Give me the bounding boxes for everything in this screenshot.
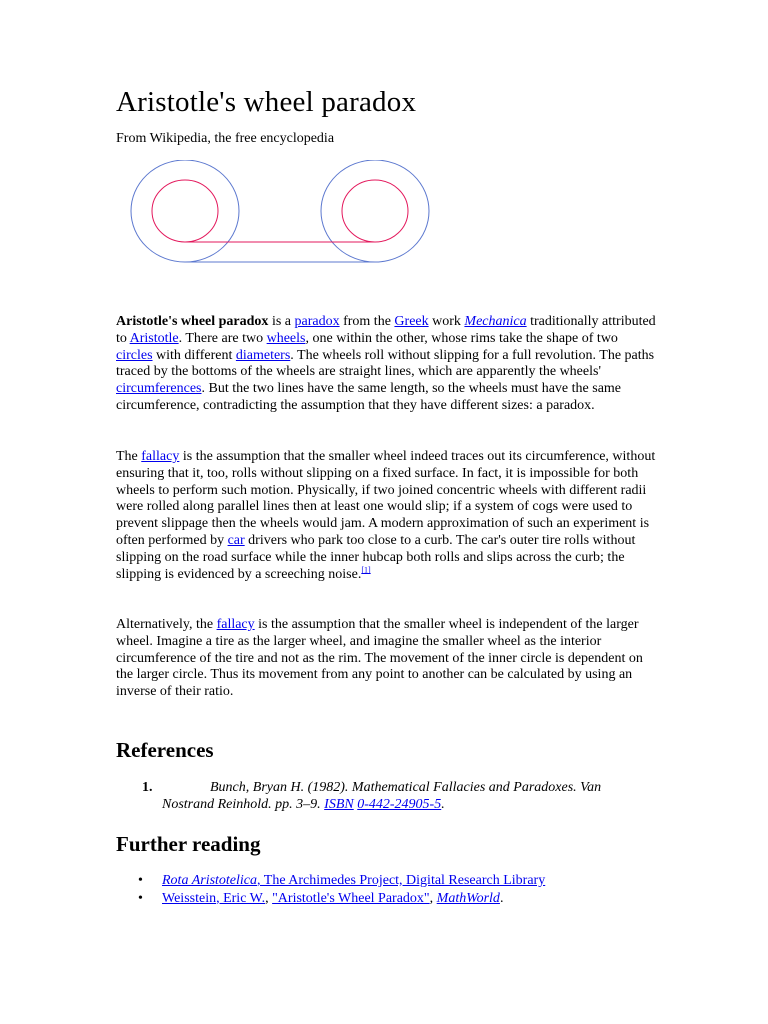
link-circumferences[interactable]: circumferences xyxy=(116,381,202,397)
link-mathworld[interactable]: MathWorld xyxy=(436,890,500,906)
page-title: Aristotle's wheel paradox xyxy=(116,86,417,118)
inner-wheel-right xyxy=(342,180,408,242)
reference-item xyxy=(116,780,656,814)
tagline: From Wikipedia, the free encyclopedia xyxy=(116,131,335,146)
link-rota-aristotelica[interactable]: Rota Aristotelica xyxy=(162,873,258,888)
text: , xyxy=(265,890,273,906)
text: with different xyxy=(152,347,236,363)
link-isbn-number[interactable]: 0-442-24905-5 xyxy=(357,796,442,812)
link-greek[interactable]: Greek xyxy=(394,314,429,329)
link-aristotle[interactable]: Aristotle xyxy=(129,330,179,346)
fallacy-paragraph xyxy=(116,449,656,583)
reference-citation: Bunch, Bryan H. (1982). Mathematical Fallacies and Paradoxes. Van Nostrand Reinhold. pp. 3–9. xyxy=(162,780,602,812)
link-weisstein[interactable]: Weisstein, Eric W. xyxy=(162,890,266,906)
link-fallacy[interactable]: fallacy xyxy=(141,449,180,464)
references-heading: References xyxy=(116,738,214,762)
link-car[interactable]: car xyxy=(227,532,245,548)
inner-wheel-left xyxy=(152,180,218,242)
text: The xyxy=(116,449,142,464)
text: , one within the other, whose rims take the shape of two xyxy=(305,330,618,346)
text: is the assumption that the smaller wheel is independent of the larger wheel. Imagine a tire as the larger wheel, and imagine the smaller wheel as the interior circumference of the tire and not as the rim. The movement of the inner circle is dependent on the larger circle. Thus its movement from any point to another can be calculated by using an inverse of their ratio. xyxy=(116,617,643,700)
further-reading-heading: Further reading xyxy=(116,832,261,856)
link-fallacy-2[interactable]: fallacy xyxy=(216,617,255,632)
text: work xyxy=(428,314,465,329)
text: is the assumption that the smaller wheel indeed traces out its circumference, without ensuring that it, too, rolls without slipping on a fixed surface. In fact, it is impossible for both wheels to perform such motion. Physically, if two joined concentric wheels with different radii were rolled along parallel lines then at least one would slip; if a system of cogs were used to prevent slippage then the wheels would jam. A modern approximation of such an experiment is often performed by xyxy=(116,449,656,548)
text: . There are two xyxy=(178,330,267,346)
reference-text xyxy=(162,780,656,814)
text: traditionally attributed to xyxy=(116,314,656,346)
text: from the xyxy=(339,314,395,329)
references-list xyxy=(116,780,656,814)
link-isbn[interactable]: ISBN xyxy=(324,796,354,812)
reference-number: 1. xyxy=(142,780,153,795)
alternative-paragraph xyxy=(116,617,656,701)
intro-paragraph xyxy=(116,314,656,415)
further-reading-list xyxy=(116,872,656,907)
wheel-paradox-diagram xyxy=(130,160,430,272)
text: . xyxy=(499,890,504,906)
citation-link[interactable]: [1] xyxy=(361,564,371,574)
text: Alternatively, the xyxy=(116,617,217,632)
text: , xyxy=(429,890,437,906)
text: drivers who park too close to a curb. The car's outer tire rolls without slipping on the road surface while the inner hubcap both rolls and slips across the curb; the slipping is evidenced by a screeching noise. xyxy=(116,532,636,582)
list-item xyxy=(116,890,656,908)
link-wheels[interactable]: wheels xyxy=(266,330,306,346)
subject-bold: Aristotle's wheel paradox xyxy=(116,314,269,329)
outer-wheel-left xyxy=(131,160,239,262)
outer-wheel-right xyxy=(321,160,429,262)
link-circles[interactable]: circles xyxy=(116,347,153,363)
text: . xyxy=(441,796,445,812)
link-archimedes-project[interactable]: , The Archimedes Project, Digital Research Library xyxy=(257,873,546,888)
link-paradox[interactable]: paradox xyxy=(294,314,340,329)
link-mechanica[interactable]: Mechanica xyxy=(464,314,527,329)
text: . But the two lines have the same length, so the wheels must have the same circumference, contradicting the assumption that they have different sizes: a paradox. xyxy=(116,381,622,413)
bullet-icon: • xyxy=(138,873,143,888)
link-wheel-paradox-article[interactable]: "Aristotle's Wheel Paradox" xyxy=(272,890,430,906)
text: is a xyxy=(268,314,295,329)
text: . The wheels roll without slipping for a full revolution. The paths traced by the bottoms of the wheels are straight lines, which are apparently the wheels' xyxy=(116,347,655,380)
list-item xyxy=(116,872,656,890)
bullet-icon: • xyxy=(138,890,143,906)
link-diameters[interactable]: diameters xyxy=(235,347,291,363)
